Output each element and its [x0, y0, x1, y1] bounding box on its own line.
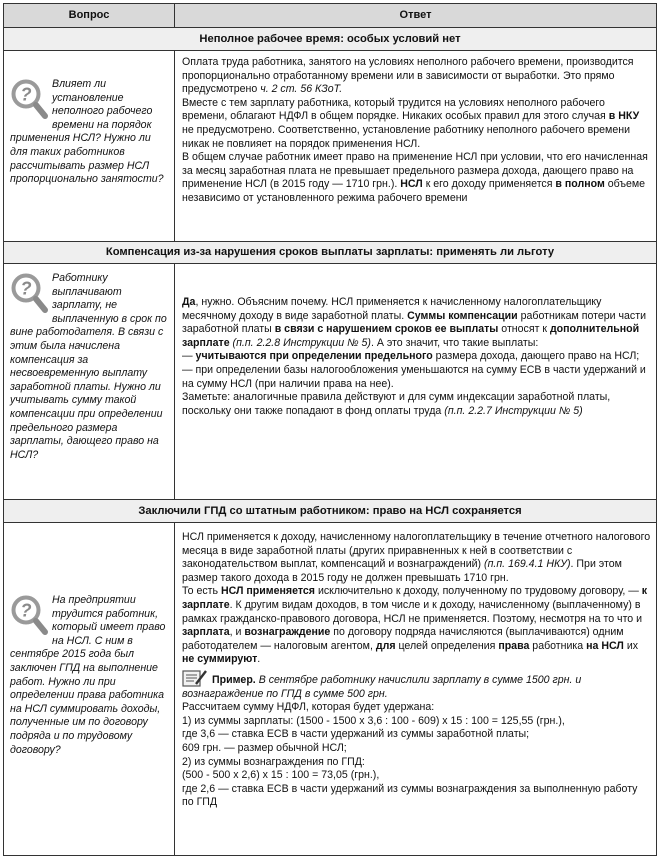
- question-text: На предприятии трудится работник, который имеет право на НСЛ. С ним в сентябре 2015 года был заключен ГПД на выполнение работ. Нужно ли при определении права работника на НСЛ суммировать доходы, полученные им по договору подряда и по трудовому договору?: [10, 594, 166, 756]
- example-block: Пример. В сентябре работнику начислили зарплату в сумме 1500 грн. и вознаграждение по ГПД в сумме 500 грн.: [182, 669, 652, 701]
- column-header-question: Вопрос: [4, 4, 174, 27]
- magnifier-question-icon: [10, 594, 48, 642]
- svg-text:?: ?: [20, 84, 32, 105]
- section-title: Заключили ГПД со штатным работником: право на НСЛ сохраняется: [4, 500, 656, 522]
- column-header-answer: Ответ: [175, 4, 656, 27]
- section-title: Компенсация из-за нарушения сроков выплаты зарплаты: применять ли льготу: [4, 242, 656, 263]
- law-reference: ч. 2 ст. 56 КЗоТ.: [260, 83, 343, 96]
- question-text: Работнику выплачивают зарплату, не выплаченную в срок по вине работодателя. В связи с этим была начислена компенсация за несвоевременную выплату заработной платы. Нужно ли учитывать сумму такой компенсации при определении предельного размера зарплаты, дающего право на НСЛ?: [10, 272, 167, 461]
- column-divider: [174, 4, 175, 28]
- magnifier-question-icon: [10, 78, 48, 126]
- law-reference: (п.п. 2.2.8 Инструкции № 5): [232, 336, 371, 349]
- divider: [4, 50, 656, 51]
- question-cell: [10, 594, 170, 757]
- question-cell: [10, 78, 170, 187]
- question-text: Влияет ли установление неполного рабочего времени на порядок применения НСЛ? Нужно ли для таких работников рассчитывать размер НСЛ пропорционально занятости?: [10, 78, 164, 186]
- divider: [4, 522, 656, 523]
- answer-cell: Да, нужно. Объясним почему. НСЛ применяется к начисленному налогоплательщику месячному доходу в виде заработной платы. Суммы компенсации работникам потери части заработной платы в связи с нарушением сроков ее выплаты относят к дополнительной зарплате (п.п. 2.2.8 Инструкции № 5). А это значит, что такие выплаты: — учитываются при определении предельного размера дохода, дающего право на НСЛ; — при определении базы налогообложения уменьшаются на сумму ЕСВ в части удержаний и на сумму НСЛ (при наличии права на нее). Заметьте: аналогичные правила действуют и для сумм индексации заработной платы, поскольку они также попадают в фонд оплаты труда (п.п. 2.2.7 Инструкции № 5): [182, 296, 646, 417]
- question-cell: [10, 272, 170, 462]
- column-divider: [174, 523, 175, 855]
- section-title: Неполное рабочее время: особых условий нет: [4, 28, 656, 50]
- svg-text:?: ?: [20, 600, 32, 621]
- divider: [4, 263, 656, 264]
- law-reference: (п.п. 169.4.1 НКУ): [484, 558, 571, 571]
- column-divider: [174, 264, 175, 499]
- answer-cell: НСЛ применяется к доходу, начисленному налогоплательщику в течение отчетного налогового месяца в виде заработной платы (других приравненных к ней в соответствии с законодательством выплат, компенсаций и вознаграждений) (п.п. 169.4.1 НКУ). При этом размер такого дохода в 2015 году не должен превышать 1710 грн. То есть НСЛ применяется исключительно к доходу, полученному по трудовому договору, — к зарплате. К другим видам доходов, в том числе и к доходу, начисленному (выплаченному) в рамках гражданско-правового договора, НСЛ не применяется. Поэтому, несмотря на то что и зарплата, и вознаграждение по договору подряда начисляются (выплачиваются) одним работодателем — налоговым агентом, для целей определения права работника на НСЛ их не суммируют. Пример. В сентябре работнику начислили зарплату в сумме 1500 грн. и вознаграждение по ГПД в сумме 500 грн. Рассчитаем сумму НДФЛ, которая будет удержана: 1) из суммы зарплаты: (1500 - 1500 х 3,6 : 100 - 609) х 15 : 100 = 125,55 (грн.), где 3,6 — ставка ЕСВ в части удержаний из суммы заработной платы; 609 грн. — размер обычной НСЛ; 2) из суммы вознаграждения по ГПД: (500 - 500 х 2,6) х 15 : 100 = 73,05 (грн.), где 2,6 — ставка ЕСВ в части удержаний из суммы вознаграждения за выполненную работу по ГПД: [182, 531, 651, 809]
- notepad-pencil-icon: [182, 669, 208, 687]
- law-reference: (п.п. 2.2.7 Инструкции № 5): [444, 404, 583, 417]
- answer-cell: Оплата труда работника, занятого на условиях неполного рабочего времени, производится пропорционально отработанному времени или в зависимости от выработки. Это прямо предусмотрено ч. 2 ст. 56 КЗоТ. Вместе с тем зарплату работника, который трудится на условиях неполного рабочего времени, облагают НДФЛ в общем порядке. Никаких особых правил для этого случая в НКУ не предусмотрено. Соответственно, установление работнику неполного рабочего времени никак не повлияет на порядок применения НСЛ. В общем случае работник имеет право на применение НСЛ при условии, что его начисленная за месяц заработная плата не превышает предельного размера дохода, дающего право на применение НСЛ (в 2015 году — 1710 грн.). НСЛ к его доходу применяется в полном объеме независимо от установленного режима рабочего времени: [182, 56, 648, 204]
- column-divider: [174, 51, 175, 241]
- article-table: [3, 3, 657, 856]
- svg-text:?: ?: [20, 278, 32, 299]
- magnifier-question-icon: [10, 272, 48, 320]
